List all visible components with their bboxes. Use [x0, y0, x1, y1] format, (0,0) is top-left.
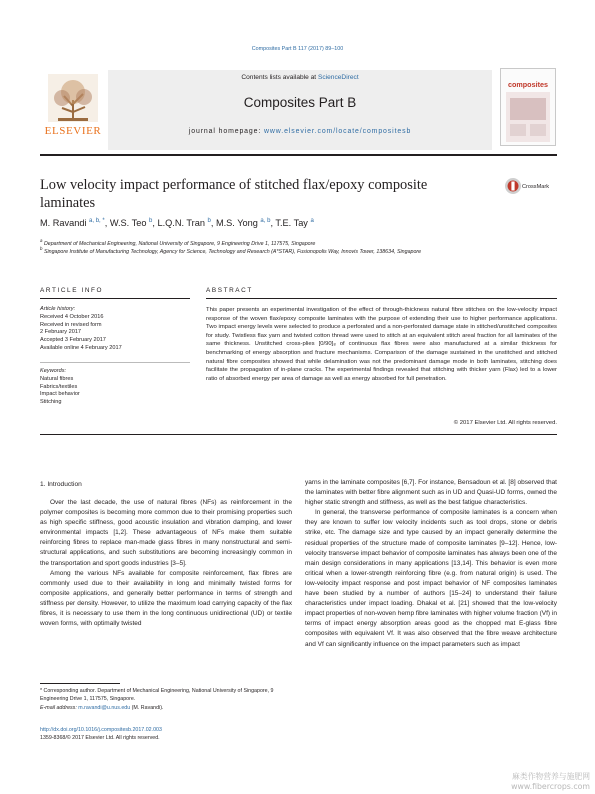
watermark: [430, 772, 590, 791]
body-left-column: [40, 498, 292, 629]
contents-prefix: Contents lists available at: [241, 74, 317, 81]
abstract-heading: ABSTRACT: [206, 287, 253, 294]
info-divider: [40, 362, 190, 363]
history-item: 2 February 2017: [40, 329, 82, 336]
journal-name: Composites Part B: [243, 95, 357, 110]
author[interactable]: M. Ravandi $^{a, b, *}$,: [40, 218, 110, 229]
homepage-link[interactable]: www.elsevier.com/locate/compositesb: [264, 128, 412, 135]
abstract-copyright: © 2017 Elsevier Ltd. All rights reserved.: [453, 420, 557, 426]
keywords-label: Keywords:: [40, 368, 67, 374]
keywords: [40, 368, 190, 407]
journal-citation[interactable]: Composites Part B 117 (2017) 89–100: [251, 46, 344, 52]
history-item: Available online 4 February 2017: [40, 344, 122, 351]
cover-title: composites: [508, 80, 548, 89]
watermark-line-2: www.fibercrops.com: [511, 781, 590, 791]
cover-image-icon: [506, 92, 550, 142]
issn-copyright: 1359-8368/© 2017 Elsevier Ltd. All rights reserved.: [40, 735, 160, 741]
elsevier-logo-text: ELSEVIER: [44, 125, 102, 137]
article-title-line-1: Low velocity impact performance of stitched flax/epoxy composite: [40, 177, 428, 193]
journal-header-band: [108, 70, 492, 150]
doi-link[interactable]: http://dx.doi.org/10.1016/j.compositesb.2017.02.003: [40, 727, 162, 733]
author[interactable]: T.E. Tay $^a$: [275, 218, 314, 229]
watermark-line-1: 麻类作物营养与施肥网: [512, 772, 590, 781]
article-title-line-2: laminates: [40, 195, 96, 211]
history-item: Accepted 3 February 2017: [40, 337, 106, 344]
doi-block: [40, 726, 290, 742]
crossmark-label[interactable]: CrossMark: [522, 184, 550, 190]
keyword: Fabrics/textiles: [40, 383, 78, 390]
header-rule: [40, 154, 557, 156]
contents-line: [108, 74, 492, 81]
body-paragraph: In general, the transverse performance of composite laminates is a concern when they are known to suffer low velocity incidents such as tool drops, stone or debris strike, etc. The damage size and type caused by an impact generally determine the residual properties of the structure made of composite laminates [9–12]. Hence, low-velocity transverse impact behavior of composite laminates has always been one of the main design considerations in many applications [13,14]. This behavior is even more critical when a lower-strength reinforcing fibre (e.g. from natural origin) is used. The low-velocity impact response and post impact behavior of NF composites laminates have been studied by a number of authors [15–24] to understand their failure characteristics under impact loading. Dhakal et al. [21] showed that the low-velocity impact properties of non-woven hemp fibre laminates with higher volume fraction (Vf) in terms of impact energy absorption areas good as the chopped mat E-glass fibre composites with equivalent Vf. It was also observed that the fibre weave architecture and Vf can significantly influence on the impact parameters such as impact: [305, 509, 557, 648]
affiliation-mark: a: [40, 238, 43, 243]
abstract-bottom-rule: [40, 434, 557, 435]
affiliation-text: Department of Mechanical Engineering, National University of Singapore, 9 Engineering Drive 1, 117575, Singapore: [43, 240, 316, 247]
homepage-label: journal homepage:: [188, 128, 262, 135]
history-label: Article history:: [40, 306, 76, 312]
footnote-rule: [40, 683, 120, 684]
author[interactable]: M.S. Yong $^{a, b}$,: [215, 218, 276, 229]
body-paragraph: Over the last decade, the use of natural fibres (NFs) as reinforcement in the polymer composites is becoming more common due to their promising properties such as high specific stiffness, good acoustic insulation and vibration damping, and lower environmental impacts [1,2]. These advantageous of NFs make them suitable reinforcing fibres to replace man-made glass fibres in many nonstructural and semi-structural applications, and such substitutions are becoming increasingly common in the transportation and sport goods industries [3–5].: [40, 499, 292, 567]
journal-homepage: [108, 128, 492, 135]
email-note: [40, 705, 290, 713]
email-suffix: (M. Ravandi).: [131, 705, 164, 711]
corresponding-author-note: * Corresponding author. Department of Mechanical Engineering, National University of Singapore, 9 Engineering Drive 1, 117575, Singapore.: [40, 688, 274, 702]
article-info-heading: ARTICLE INFO: [40, 287, 104, 294]
author[interactable]: L.Q.N. Tran $^b$,: [157, 218, 216, 229]
email-label: E-mail address:: [40, 705, 77, 711]
crossmark-icon[interactable]: [504, 177, 522, 195]
author-list: [40, 218, 540, 228]
article-history: [40, 306, 190, 353]
affiliation-mark: b: [40, 246, 43, 251]
article-info-rule: [40, 298, 190, 299]
body-paragraph: Among the various NFs available for composite reinforcement, flax fibres are commonly used due to their availability in long and minimally twisted forms for composite applications, and generally better performance in terms of strength and stiffness per density. However, to utilize the maximum load carrying capacity of the flax fibres, it is necessary to use them in the long continuous unidirectional (UD) or textile woven forms, with optimally twisted: [40, 569, 292, 628]
sciencedirect-link[interactable]: ScienceDirect: [317, 74, 359, 81]
affiliation-text: Singapore Institute of Manufacturing Technology, Agency for Science, Technology and Research (A*STAR), Fusionopolis Way, Innovis Tower, 138634, Singapore: [43, 248, 422, 255]
history-item: Received in revised form: [40, 321, 102, 328]
affiliation: [40, 245, 540, 256]
keyword: Impact behavior: [40, 391, 80, 398]
history-item: Received 4 October 2016: [40, 313, 104, 320]
body-right-column: [305, 478, 557, 650]
abstract-rule: [206, 298, 557, 299]
article-title: [40, 176, 490, 212]
abstract-text: This paper presents an experimental investigation of the effect of through-thickness natural fibre stitches on the low-velocity impact response of the woven flax/epoxy composite laminates with the purpose of extending their use to higher performance applications. Two impact energy levels were selected to produce a perforated and a non-perforated damage state in stitched/unstitched composites for study. Twistless flax yarn and twisted cotton thread were used to stitch at an equivalent stitch areal fraction for all laminates of the same thickness. Unstitched cross-plies [0/90]₈ of continuous flax fibres were also manufactured at a similar thickness for benchmarking of energy absorption and fracture mechanisms. Comparison of the damage sustained in the unstitched and stitched natural fibre composites showed that while delamination was not the predominant damage mode in both laminates, stitching does facilitate the propagation of in-plane cracks. The experimental findings revealed that stitching with thicker yarn (Flax) led to a lower ratio of absorbed energy per area of damage as well as energy absorbed for full penetration.: [206, 307, 557, 382]
author[interactable]: W.S. Teo $^b$,: [109, 218, 158, 229]
section-heading: 1. Introduction: [40, 481, 82, 488]
email-link[interactable]: m.ravandi@u.nus.edu: [78, 705, 131, 711]
keyword: Natural fibres: [40, 375, 74, 382]
keyword: Stitching: [40, 399, 62, 406]
body-paragraph: yarns in the laminate composites [6,7]. For instance, Bensadoun et al. [8] observed that the laminates with better fibre alignment such as in UD and Quasi-UD forms, owned the higher static strength and stiffness, as well as the best fatigue characteristics.: [305, 479, 557, 507]
